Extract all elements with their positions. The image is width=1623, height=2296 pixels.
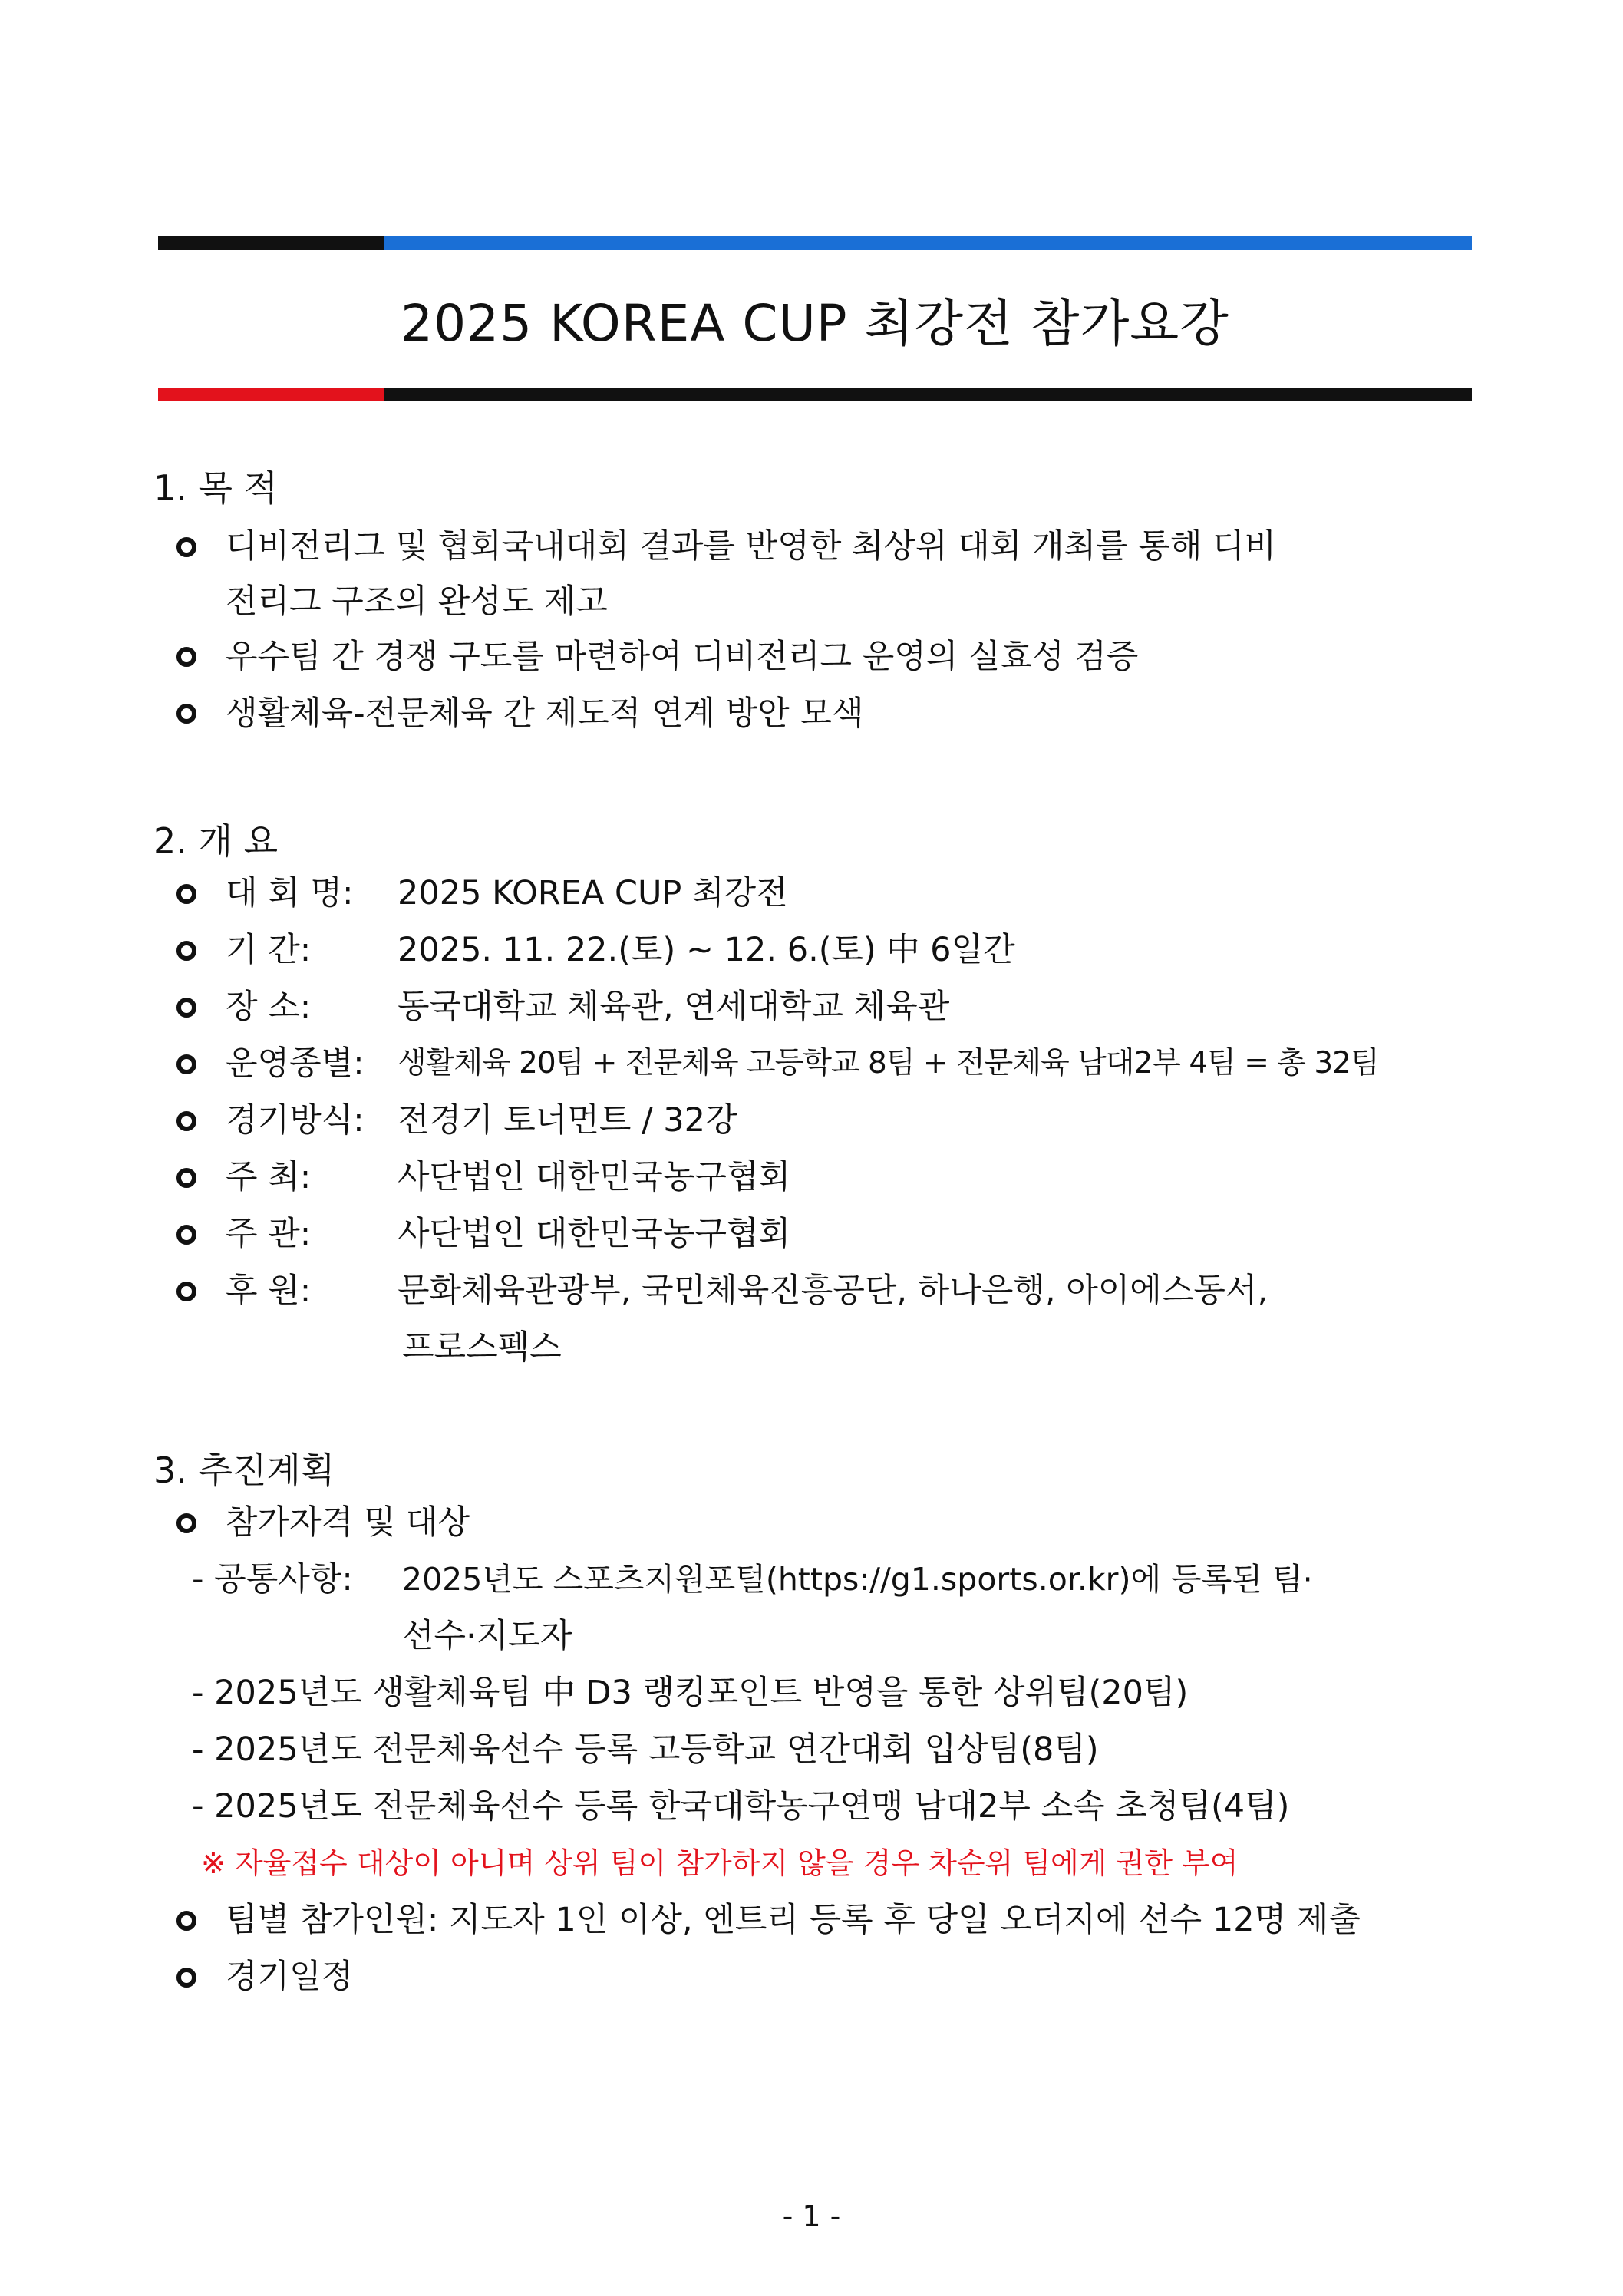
bottom-bar-black [384,388,1472,401]
overview-label-organizer: 주 관: [226,1215,312,1253]
plan-common-cont: 선수·지도자 [402,1617,572,1655]
section2-heading: 2. 개 요 [153,820,279,862]
page-number: - 1 - [782,2199,841,2233]
overview-label-format: 경기방식: [226,1101,365,1140]
section1-item-2: 우수팀 간 경쟁 구도를 마련하여 디비전리그 운영의 실효성 검증 [226,638,1139,676]
overview-value-name: 2025 KOREA CUP 최강전 [398,874,788,912]
bullet-icon [176,1968,196,1988]
overview-label-division: 운영종별: [226,1044,365,1083]
overview-value-sponsor-cont: 프로스펙스 [402,1328,562,1367]
bullet-icon [176,537,196,557]
bullet-icon [176,1225,196,1245]
overview-value-host: 사단법인 대한민국농구협회 [398,1158,791,1196]
plan-dash-1: - 2025년도 생활체육팀 中 D3 랭킹포인트 반영을 통한 상위팀(20팀) [192,1674,1189,1712]
plan-common-value: 2025년도 스포츠지원포털(https://g1.sports.or.kr)에 등록된 팀· [402,1561,1313,1598]
top-bar-blue [384,236,1472,250]
overview-label-host: 주 최: [226,1158,312,1196]
section1-item-3: 생활체육-전문체육 간 제도적 연계 방안 모색 [226,694,864,733]
overview-label-name: 대 회 명: [226,874,354,912]
plan-dash-2: - 2025년도 전문체육선수 등록 고등학교 연간대회 입상팀(8팀) [192,1730,1099,1769]
bullet-icon [176,1054,196,1074]
bullet-icon [176,704,196,724]
bullet-icon [176,884,196,904]
bullet-icon [176,647,196,667]
section3-heading: 3. 추진계획 [153,1450,335,1491]
bullet-icon [176,1911,196,1931]
overview-label-venue: 장 소: [226,988,312,1026]
bullet-icon [176,1111,196,1131]
plan-dash-3: - 2025년도 전문체육선수 등록 한국대학농구연맹 남대2부 소속 초청팀(4팀) [192,1787,1290,1826]
overview-value-format: 전경기 토너먼트 / 32강 [398,1101,737,1140]
overview-value-division: 생활체육 20팀 + 전문체육 고등학교 8팀 + 전문체육 남대2부 4팀 = 총 32팀 [398,1046,1379,1080]
page-title: 2025 KOREA CUP 최강전 참가요강 [401,294,1229,353]
overview-label-period: 기 간: [226,931,312,969]
bullet-icon [176,1282,196,1301]
top-bar-black [158,236,384,250]
overview-label-sponsor: 후 원: [226,1272,312,1310]
overview-value-period: 2025. 11. 22.(토) ~ 12. 6.(토) 中 6일간 [398,931,1015,969]
bullet-icon [176,1168,196,1188]
plan-schedule: 경기일정 [226,1958,354,1996]
overview-value-sponsor: 문화체육관광부, 국민체육진흥공단, 하나은행, 아이에스동서, [398,1272,1268,1310]
plan-eligibility: 참가자격 및 대상 [226,1503,470,1542]
overview-value-venue: 동국대학교 체육관, 연세대학교 체육관 [398,988,950,1026]
overview-value-organizer: 사단법인 대한민국농구협회 [398,1215,791,1253]
bullet-icon [176,998,196,1018]
bullet-icon [176,1513,196,1533]
section1-item-1: 디비전리그 및 협회국내대회 결과를 반영한 최상위 대회 개최를 통해 디비 [226,527,1277,566]
plan-note: ※ 자율접수 대상이 아니며 상위 팀이 참가하지 않을 경우 차순위 팀에게 권한 부여 [201,1846,1239,1880]
plan-team-size: 팀별 참가인원: 지도자 1인 이상, 엔트리 등록 후 당일 오더지에 선수 12명 제출 [226,1901,1361,1939]
section1-heading: 1. 목 적 [153,467,279,509]
plan-common-label: - 공통사항: [192,1560,353,1598]
section1-item-1-cont: 전리그 구조의 완성도 제고 [226,582,608,621]
bottom-bar-red [158,388,384,401]
bullet-icon [176,941,196,961]
